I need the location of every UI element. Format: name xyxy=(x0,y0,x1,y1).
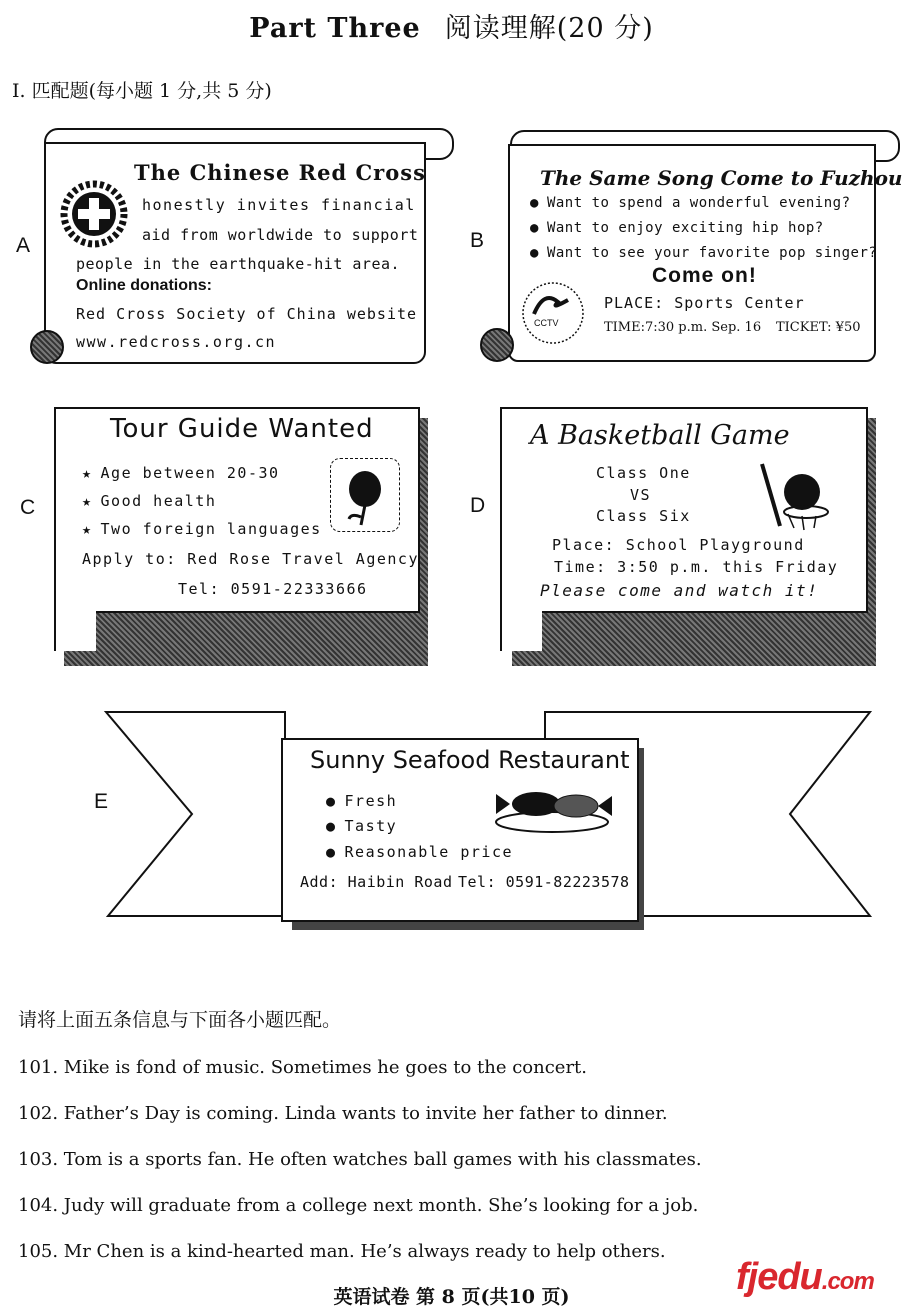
ad-a-line-3: people in the earthquake-hit area. xyxy=(76,255,401,273)
question-102: 102. Father’s Day is coming. Linda wants to invite her father to dinner. xyxy=(18,1103,668,1124)
watermark-suffix: .com xyxy=(821,1268,874,1295)
fish-dish-icon xyxy=(488,780,616,836)
ad-d-vs: VS xyxy=(630,486,652,504)
question-104: 104. Judy will graduate from a college next month. She’s looking for a job. xyxy=(18,1195,699,1216)
ad-d-team-2: Class Six xyxy=(596,507,691,525)
ad-a-line-2: aid from worldwide to support xyxy=(142,226,419,244)
title-cn: 阅读理解(20 分) xyxy=(444,13,654,44)
ad-e-bullet-1: ● Fresh xyxy=(326,792,397,810)
watermark-main: fjedu xyxy=(736,1256,822,1298)
ad-b-title: The Same Song Come to Fuzhou xyxy=(540,166,903,190)
ad-d-time: Time: 3:50 p.m. this Friday xyxy=(554,558,839,576)
watermark-logo xyxy=(736,1256,874,1299)
red-cross-emblem-icon xyxy=(56,176,132,252)
ad-c-letter: C xyxy=(20,496,36,519)
question-101: 101. Mike is fond of music. Sometimes he goes to the concert. xyxy=(18,1057,588,1078)
instruction: 请将上面五条信息与下面各小题匹配。 xyxy=(18,1009,342,1031)
ad-e-address: Add: Haibin Road xyxy=(300,873,453,891)
section-heading: I. 匹配题(每小题 1 分,共 5 分) xyxy=(12,80,272,102)
ad-e-bullet-2: ● Tasty xyxy=(326,817,397,835)
cctv-logo-text: CCTV xyxy=(534,318,559,328)
ad-b-time: TIME:7:30 p.m. Sep. 16 xyxy=(604,320,762,335)
ad-d-team-1: Class One xyxy=(596,464,691,482)
ad-b-scroll-curl xyxy=(480,328,514,362)
ad-b-cta: Come on! xyxy=(652,264,757,287)
ad-a-url: www.redcross.org.cn xyxy=(76,333,277,351)
ad-b-bullet-2: ● Want to enjoy exciting hip hop? xyxy=(530,220,824,236)
ad-b-bullet-3: ● Want to see your favorite pop singer? xyxy=(530,245,877,261)
ad-b-letter: B xyxy=(470,229,485,252)
ad-a-donation-label: Online donations: xyxy=(76,277,212,294)
ad-e-letter: E xyxy=(94,790,109,813)
question-103: 103. Tom is a sports fan. He often watches ball games with his classmates. xyxy=(18,1149,702,1170)
ad-a-scroll-curl xyxy=(30,330,64,364)
ad-a-line-1: honestly invites financial xyxy=(142,196,416,214)
ad-c-item-2: ★ Good health xyxy=(82,492,216,510)
ad-a-site: Red Cross Society of China website xyxy=(76,305,418,323)
ad-b-place: PLACE: Sports Center xyxy=(604,294,805,312)
question-105: 105. Mr Chen is a kind-hearted man. He’s always ready to help others. xyxy=(18,1241,666,1262)
ad-c-item-3: ★ Two foreign languages xyxy=(82,520,322,538)
ad-e-bullet-3: ● Reasonable price xyxy=(326,843,513,861)
ad-e-tel: Tel: 0591-82223578 xyxy=(458,873,630,891)
ad-c-title: Tour Guide Wanted xyxy=(110,414,374,444)
ad-b-ticket: TICKET: ¥50 xyxy=(776,320,861,335)
ad-d-title: A Basketball Game xyxy=(530,420,790,451)
ad-d-place: Place: School Playground xyxy=(552,536,805,554)
ad-c-apply: Apply to: Red Rose Travel Agency xyxy=(82,550,419,568)
ad-d-letter: D xyxy=(470,494,486,517)
page-title xyxy=(0,6,903,45)
ad-d-cta: Please come and watch it! xyxy=(540,581,819,600)
ad-c-fold-flap xyxy=(54,611,96,651)
cctv-logo-icon xyxy=(520,280,586,346)
ad-b-bullet-1: ● Want to spend a wonderful evening? xyxy=(530,195,851,211)
rose-icon xyxy=(330,458,400,532)
ad-c-item-1: ★ Age between 20-30 xyxy=(82,464,280,482)
ad-a-letter: A xyxy=(16,234,31,257)
ad-c-tel: Tel: 0591-22333666 xyxy=(178,580,368,598)
ad-d-fold-flap xyxy=(500,611,542,651)
page-footer: 英语试卷 第 8 页(共10 页) xyxy=(333,1286,570,1308)
basketball-hoop-icon xyxy=(756,458,836,532)
ad-e-title: Sunny Seafood Restaurant xyxy=(310,746,630,774)
ad-a-title: The Chinese Red Cross xyxy=(134,160,426,185)
title-en: Part Three xyxy=(249,13,421,44)
